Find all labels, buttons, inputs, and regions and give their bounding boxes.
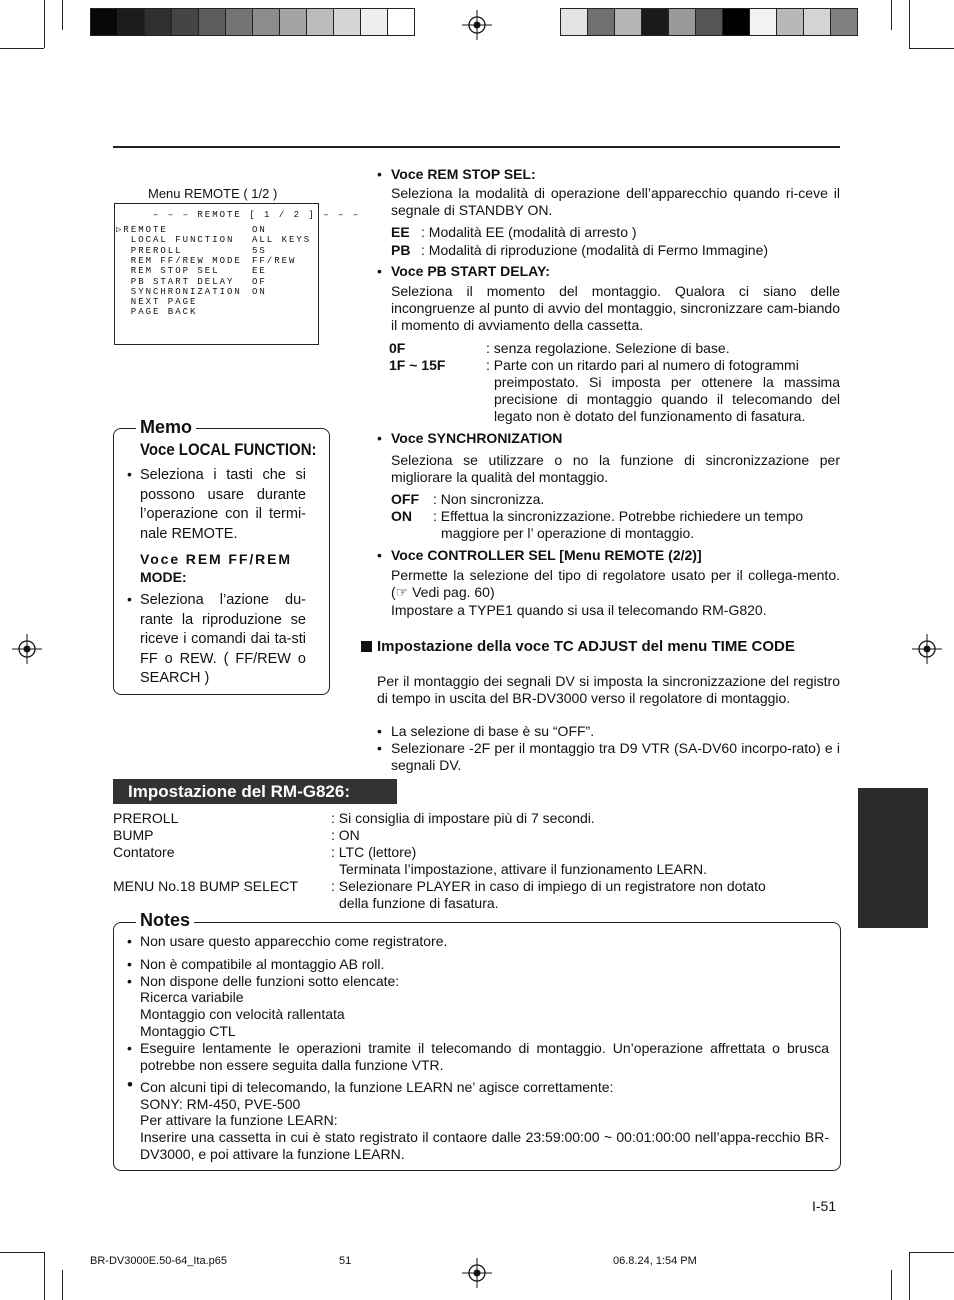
memo-p1: Seleziona i tasti che si possono usare durante l’operazione con il termi-nale REMOTE.	[140, 467, 306, 542]
pb-key: PB	[391, 242, 411, 258]
pb-value: : Modalità di riproduzione (modalità di Fermo Immagine)	[421, 242, 769, 258]
off-value: : Non sincronizza.	[433, 491, 545, 507]
crop-mark	[44, 1252, 45, 1300]
note-2: Non è compatibile al montaggio AB roll.	[140, 956, 385, 972]
registration-mark-icon	[462, 1258, 492, 1288]
ctrl-paragraph: Permette la selezione del tipo di regolatore usato per il collega-mento. (☞ Vedi pag. 60)	[391, 567, 840, 600]
on-value: : Effettua la sincronizzazione. Potrebbe richiedere un tempo	[433, 508, 804, 524]
footer-date: 06.8.24, 1:54 PM	[613, 1255, 697, 1267]
rm-heading: Impostazione del RM-G826:	[128, 782, 350, 801]
sync-paragraph: Seleziona se utilizzare o no la funzione di sincronizzazione per migliorare la qualità del montaggio.	[391, 452, 840, 485]
menu-row-value: ON	[252, 286, 267, 297]
menu-row-label: REM FF/REW MODE	[116, 255, 242, 266]
sync-heading: Voce SYNCHRONIZATION	[391, 430, 563, 446]
rm-setting-value: Terminata l’impostazione, attivare il funzionamento LEARN.	[339, 861, 708, 877]
memo-title: Memo	[136, 417, 196, 437]
bullet: •	[127, 1075, 133, 1094]
on-key: ON	[391, 508, 412, 524]
menu-row-label: SYNCHRONIZATION	[116, 286, 242, 297]
registration-mark-icon	[462, 10, 492, 40]
rm-setting-value: : Si consiglia di impostare più di 7 secondi.	[331, 810, 595, 826]
footer-file: BR-DV3000E.50-64_Ita.p65	[90, 1255, 227, 1267]
on-continued: maggiore per l’ operazione di montaggio.	[441, 525, 695, 541]
tc-paragraph: Per il montaggio dei segnali DV si imposta la sincronizzazione del registro di tempo in uscita del BR-DV3000 verso il regolatore di montaggio.	[377, 673, 840, 706]
notes-title: Notes	[136, 910, 194, 930]
bullet: •	[127, 1040, 132, 1056]
note-5: Con alcuni tipi di telecomando, la funzione LEARN ne’ agisce correttamente:	[140, 1079, 614, 1095]
memo-sub2-b: MODE:	[140, 569, 187, 585]
menu-screen	[114, 203, 361, 345]
ee-key: EE	[391, 224, 410, 240]
f15-key: 1F ~ 15F	[389, 357, 446, 373]
delay-paragraph: Seleziona il momento del montaggio. Qualora ci siano delle incongruenze al punto di avvio del montaggio, sincronizzare cam-biando il momento di avviamento della cassetta.	[391, 283, 840, 333]
menu-row-label: REM STOP SEL	[116, 266, 220, 277]
menu-row-label: PB START DELAY	[116, 276, 235, 287]
memo-subtitle: Voce LOCAL FUNCTION:	[140, 440, 317, 459]
memo-sub2-a: Voce REM FF/REM	[140, 551, 292, 567]
menu-row-value: EE	[252, 266, 267, 277]
menu-row-value: FF/REW	[252, 255, 297, 266]
menu-row-value: ON	[252, 225, 267, 235]
color-bar-left	[90, 8, 415, 36]
note-5c: Inserire una cassetta in cui è stato registrato il contaore dalle 23:59:00:00 ~ 00:01:00:00 nell’appa-recchio BR-DV3000, e poi attivare la funzione LEARN.	[140, 1129, 829, 1162]
rm-setting-value: : ON	[331, 827, 360, 843]
menu-row-label: ▷REMOTE	[116, 225, 168, 235]
crop-mark	[62, 0, 63, 30]
crop-mark	[909, 0, 910, 48]
stop-paragraph: Seleziona la modalità di operazione dell’apparecchio quando ri-ceve il segnale di STANDBY ON.	[391, 185, 840, 218]
note-3a: Ricerca variabile	[140, 989, 244, 1005]
note-3c: Montaggio CTL	[140, 1023, 236, 1039]
bullet: •	[127, 973, 132, 989]
bullet: •	[377, 263, 382, 279]
note-3: Non dispone delle funzioni sotto elencate:	[140, 973, 400, 989]
f15-value: : Parte con un ritardo pari al numero di fotogrammi	[486, 357, 799, 373]
tc-heading: Impostazione della voce TC ADJUST del menu TIME CODE	[377, 638, 795, 655]
note-1: Non usare questo apparecchio come registratore.	[140, 933, 448, 949]
crop-mark	[909, 1252, 954, 1253]
crop-mark	[909, 1252, 910, 1300]
tc-bullet-1: La selezione di base è su “OFF”.	[391, 723, 595, 739]
note-5b: Per attivare la funzione LEARN:	[140, 1112, 338, 1128]
registration-mark-icon	[912, 634, 942, 664]
bullet: •	[377, 723, 382, 739]
menu-row-value: OF	[252, 276, 267, 287]
bullet: •	[377, 547, 382, 563]
side-tab	[858, 788, 928, 928]
note-3b: Montaggio con velocità rallentata	[140, 1006, 345, 1022]
crop-mark	[62, 1270, 63, 1300]
bullet: •	[377, 740, 382, 756]
page-number: I-51	[812, 1198, 837, 1214]
rm-setting-key: BUMP	[113, 827, 154, 843]
crop-mark	[909, 48, 954, 49]
menu-row-label: PREROLL	[116, 245, 183, 256]
ee-value: : Modalità EE (modalità di arresto )	[421, 224, 637, 240]
of-value: : senza regolazione. Selezione di base.	[486, 340, 730, 356]
menu-title: – – – REMOTE [ 1 / 2 ] – – –	[153, 210, 361, 220]
rm-setting-key: PREROLL	[113, 810, 179, 826]
rm-setting-value: della funzione di fasatura.	[339, 895, 499, 911]
rm-setting-value: : Selezionare PLAYER in caso di impiego di un registratore non dotato	[331, 878, 766, 894]
bullet: •	[127, 466, 132, 482]
menu-row-label: NEXT PAGE	[116, 297, 198, 308]
footer-num: 51	[339, 1255, 352, 1267]
menu-caption: Menu REMOTE ( 1/2 )	[148, 186, 278, 201]
stop-heading: Voce REM STOP SEL:	[391, 166, 536, 182]
menu-row-value: ALL KEYS	[252, 235, 312, 246]
crop-mark	[0, 48, 44, 49]
crop-mark	[0, 1252, 44, 1253]
color-bar-right	[560, 8, 858, 36]
delay-heading: Voce PB START DELAY:	[391, 263, 550, 279]
crop-mark	[891, 0, 892, 30]
bullet: •	[127, 591, 132, 607]
off-key: OFF	[391, 491, 419, 507]
f15-continued: preimpostato. Si imposta per ottenere la massima precisione di montaggio quando il telecomando del legato non è dotato del funzionamento di fasatura.	[494, 374, 840, 424]
of-key: 0F	[389, 340, 406, 356]
bullet: •	[127, 933, 132, 949]
top-rule	[113, 146, 840, 148]
ctrl-paragraph-2: Impostare a TYPE1 quando si usa il telecomando RM-G820.	[391, 602, 767, 618]
rm-setting-value: : LTC (lettore)	[331, 844, 417, 860]
ctrl-heading: Voce CONTROLLER SEL [Menu REMOTE (2/2)]	[391, 547, 702, 563]
menu-row-value: 5S	[252, 245, 267, 256]
rm-setting-key: Contatore	[113, 844, 175, 860]
tc-bullet-2: Selezionare -2F per il montaggio tra D9 VTR (SA-DV60 incorpo-rato) e i segnali DV.	[391, 740, 840, 773]
memo-p2: Seleziona l’azione du-rante la riproduzione se riceve i comandi dai ta-sti FF o REW. ( FF/REW o SEARCH )	[140, 592, 306, 686]
note-5a: SONY: RM-450, PVE-500	[140, 1096, 301, 1112]
square-bullet-icon	[361, 641, 372, 652]
menu-row-label: PAGE BACK	[116, 307, 198, 318]
registration-mark-icon	[12, 634, 42, 664]
bullet: •	[377, 166, 382, 182]
bullet: •	[127, 956, 132, 972]
note-4: Eseguire lentamente le operazioni tramite il telecomando di montaggio. Un’operazione affrettata o brusca potrebbe non essere seguita dalla funzione VTR.	[140, 1040, 829, 1073]
crop-mark	[891, 1270, 892, 1300]
rm-setting-key: MENU No.18 BUMP SELECT	[113, 878, 298, 894]
crop-mark	[44, 0, 45, 48]
menu-row-label: LOCAL FUNCTION	[116, 235, 235, 246]
bullet: •	[377, 430, 382, 446]
